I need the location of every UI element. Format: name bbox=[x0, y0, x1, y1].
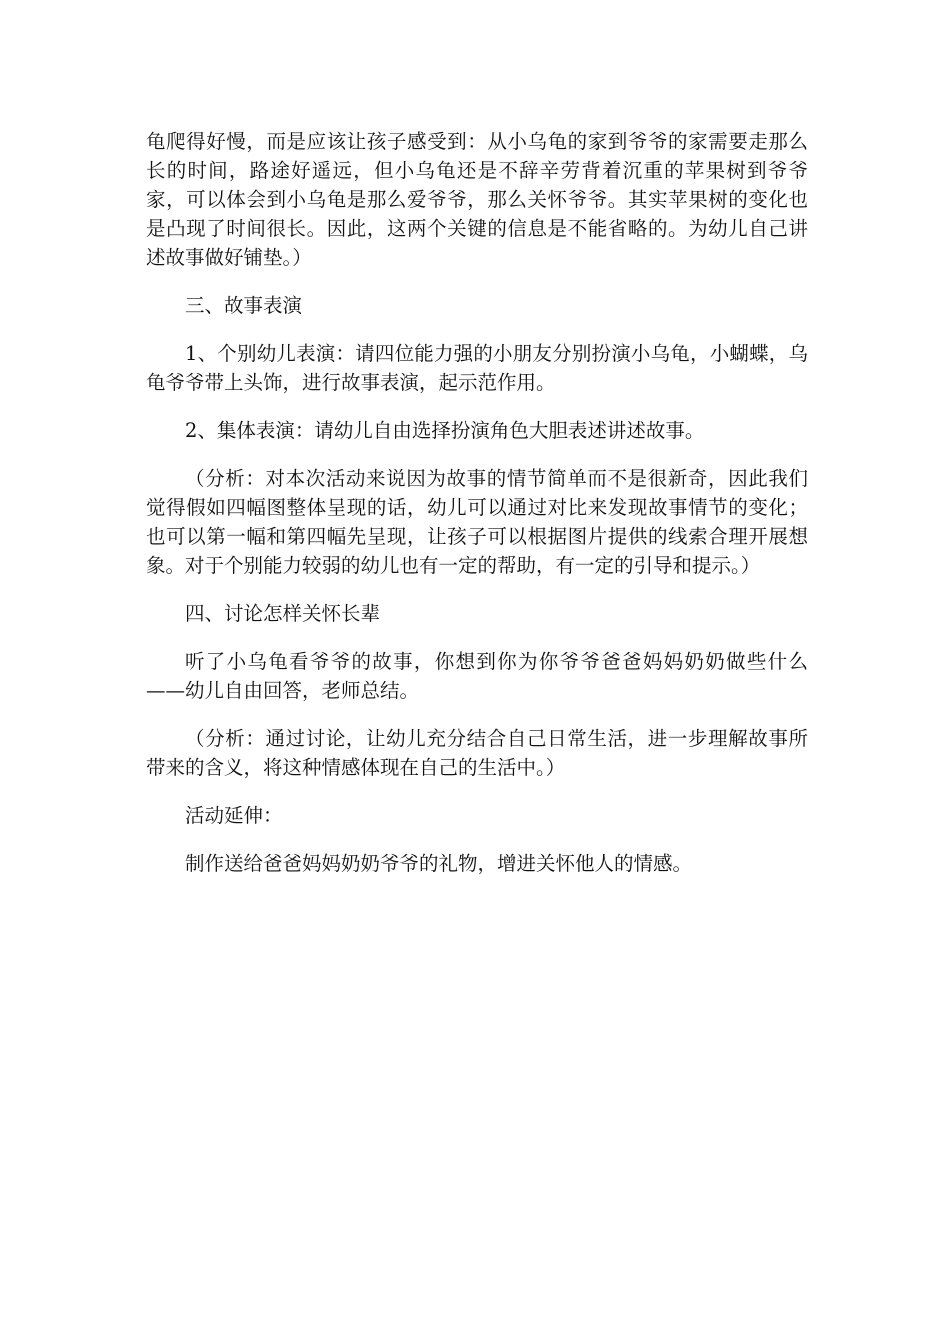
paragraph-analysis-discussion: （分析：通过讨论，让幼儿充分结合自己日常生活，进一步理解故事所带来的含义，将这种情感体现在自己的生活中。） bbox=[146, 727, 808, 779]
paragraph-group-performance: 2、集体表演：请幼儿自由选择扮演角色大胆表述讲述故事。 bbox=[185, 419, 705, 442]
section-heading-extension: 活动延伸： bbox=[185, 804, 283, 827]
paragraph-analysis-continued: 龟爬得好慢，而是应该让孩子感受到：从小乌龟的家到爷爷的家需要走那么长的时间，路途好遥远，但小乌龟还是不辞辛劳背着沉重的苹果树到爷爷家，可以体会到小乌龟是那么爱爷爷，那么关怀爷爷。其实苹果树的变化也是凸现了时间很长。因此，这两个关键的信息是不能省略的。为幼儿自己讲述故事做好铺垫。） bbox=[146, 130, 808, 269]
section-heading-story-performance: 三、故事表演 bbox=[185, 294, 303, 317]
section-heading-discussion: 四、讨论怎样关怀长辈 bbox=[185, 602, 381, 625]
document-body bbox=[146, 127, 808, 897]
paragraph-analysis-performance: （分析：对本次活动来说因为故事的情节简单而不是很新奇，因此我们觉得假如四幅图整体呈现的话，幼儿可以通过对比来发现故事情节的变化；也可以第一幅和第四幅先呈现，让孩子可以根据图片提供的线索合理开展想象。对于个别能力较弱的幼儿也有一定的帮助，有一定的引导和提示。） bbox=[146, 467, 808, 577]
paragraph-discussion-question: 听了小乌龟看爷爷的故事，你想到你为你爷爷爸爸妈妈奶奶做些什么——幼儿自由回答，老师总结。 bbox=[146, 650, 808, 702]
paragraph-individual-performance: 1、个别幼儿表演：请四位能力强的小朋友分别扮演小乌龟，小蝴蝶，乌龟爷爷带上头饰，进行故事表演，起示范作用。 bbox=[146, 342, 808, 394]
paragraph-extension-activity: 制作送给爸爸妈妈奶奶爷爷的礼物，增进关怀他人的情感。 bbox=[185, 852, 693, 875]
